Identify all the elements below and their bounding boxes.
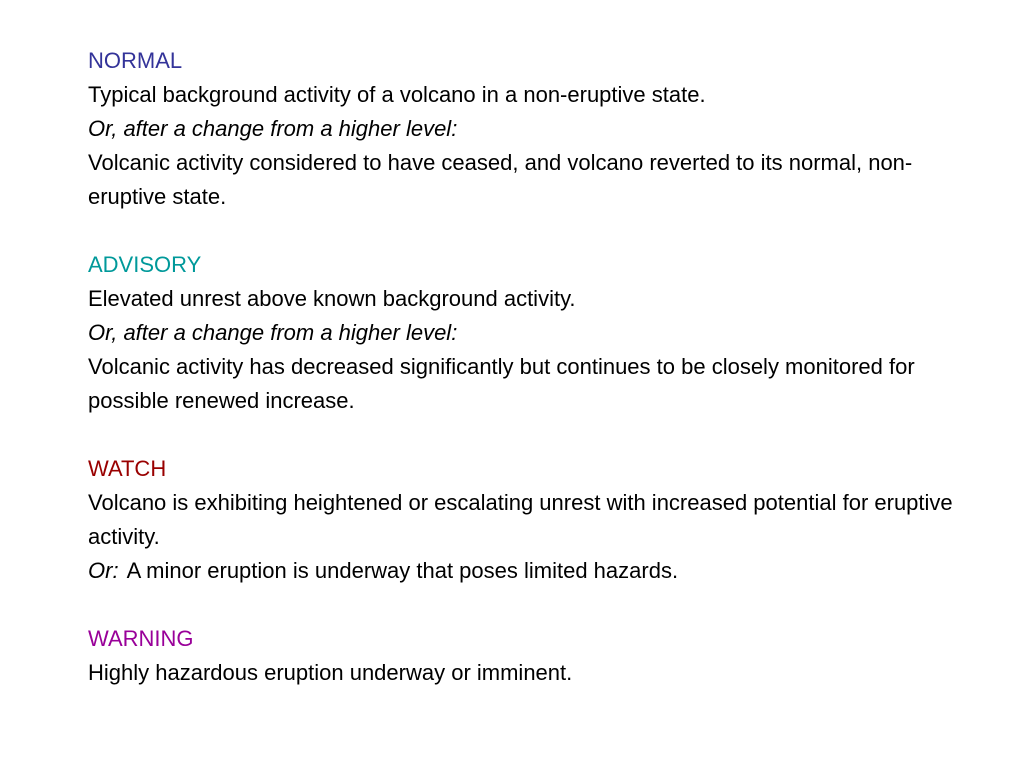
alert-levels-slide [88,44,968,690]
watch-description: Volcano is exhibiting heightened or escalating unrest with increased potential for eruptive activity. [88,490,953,549]
section-normal [88,44,968,214]
normal-alt-intro: Or, after a change from a higher level: [88,116,458,141]
advisory-alt-intro: Or, after a change from a higher level: [88,320,458,345]
section-watch [88,452,968,588]
advisory-description: Elevated unrest above known background activity. [88,286,576,311]
normal-alt-text: Volcanic activity considered to have ceased, and volcano reverted to its normal, non-eruptive state. [88,150,913,209]
heading-advisory: ADVISORY [88,252,202,277]
heading-warning: WARNING [88,626,194,651]
advisory-alt-text: Volcanic activity has decreased significantly but continues to be closely monitored for possible renewed increase. [88,354,915,413]
heading-watch: WATCH [88,456,167,481]
heading-normal: NORMAL [88,48,183,73]
watch-alt-text: A minor eruption is underway that poses limited hazards. [126,558,679,583]
watch-alt-intro: Or: [88,558,119,583]
section-warning [88,622,968,690]
watch-alt-line [88,554,968,588]
section-advisory [88,248,968,418]
warning-description: Highly hazardous eruption underway or imminent. [88,660,573,685]
normal-description: Typical background activity of a volcano in a non-eruptive state. [88,82,706,107]
